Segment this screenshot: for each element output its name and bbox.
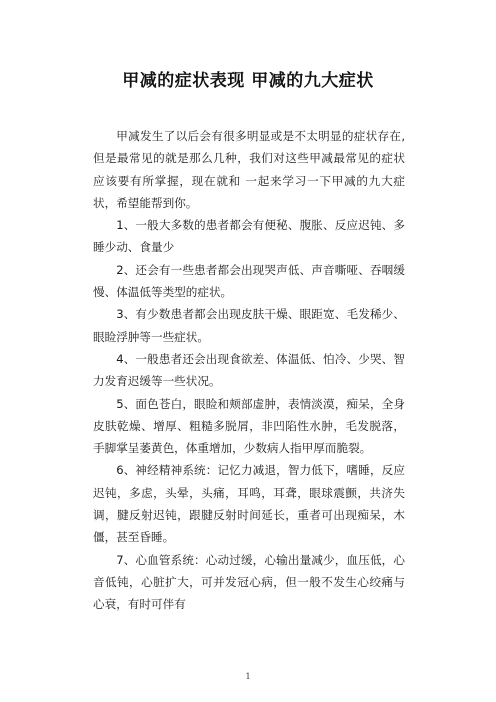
paragraph-symptom-2: 2、还会有一些患者都会出现哭声低、声音嘶哑、吞咽缓慢、体温低等类型的症状。 bbox=[93, 262, 405, 300]
paragraph-intro: 甲减发生了以后会有很多明显或是不太明显的症状存在,但是最常见的就是那么几种，我们对这些甲减最常见的症状应该要有所掌握，现在就和 一起来学习一下甲减的九大症状，希望能帮到你。 bbox=[93, 129, 405, 210]
paragraph-symptom-7: 7、心血管系统：心动过缓，心输出量减少，血压低，心音低钝，心脏扩大，可并发冠心病，但一般不发生心绞痛与心衰，有时可伴有 bbox=[93, 552, 405, 612]
paragraph-symptom-4: 4、一般患者还会出现食欲差、体温低、怕冷、少哭、智力发育迟缓等一些状况。 bbox=[93, 351, 405, 389]
page-number: 1 bbox=[245, 672, 251, 681]
paragraph-symptom-3: 3、有少数患者都会出现皮肤干燥、眼距宽、毛发稀少、眼睑浮肿等一些症状。 bbox=[93, 307, 405, 344]
document-title: 甲减的症状表现 甲减的九大症状 bbox=[122, 71, 374, 91]
paragraph-symptom-6: 6、神经精神系统：记忆力减退，智力低下，嗜睡，反应迟钝，多虑，头晕，头痛，耳鸣，耳聋，眼球震颤，共济失调，腱反射迟钝，跟腱反射时间延长，重者可出现痴呆，木僵，甚至昏睡。 bbox=[93, 463, 405, 545]
paragraph-symptom-1: 1、一般大多数的患者都会有便秘、腹胀、反应迟钝、多睡少动、食量少 bbox=[93, 218, 405, 255]
document-body bbox=[93, 125, 405, 616]
paragraph-symptom-5: 5、面色苍白，眼睑和颊部虚肿，表情淡漠，痴呆，全身皮肤乾燥、增厚、粗糙多脱屑，非凹陷性水肿，毛发脱落，手脚掌呈萎黄色，体重增加，少数病人指甲厚而脆裂。 bbox=[93, 396, 405, 456]
